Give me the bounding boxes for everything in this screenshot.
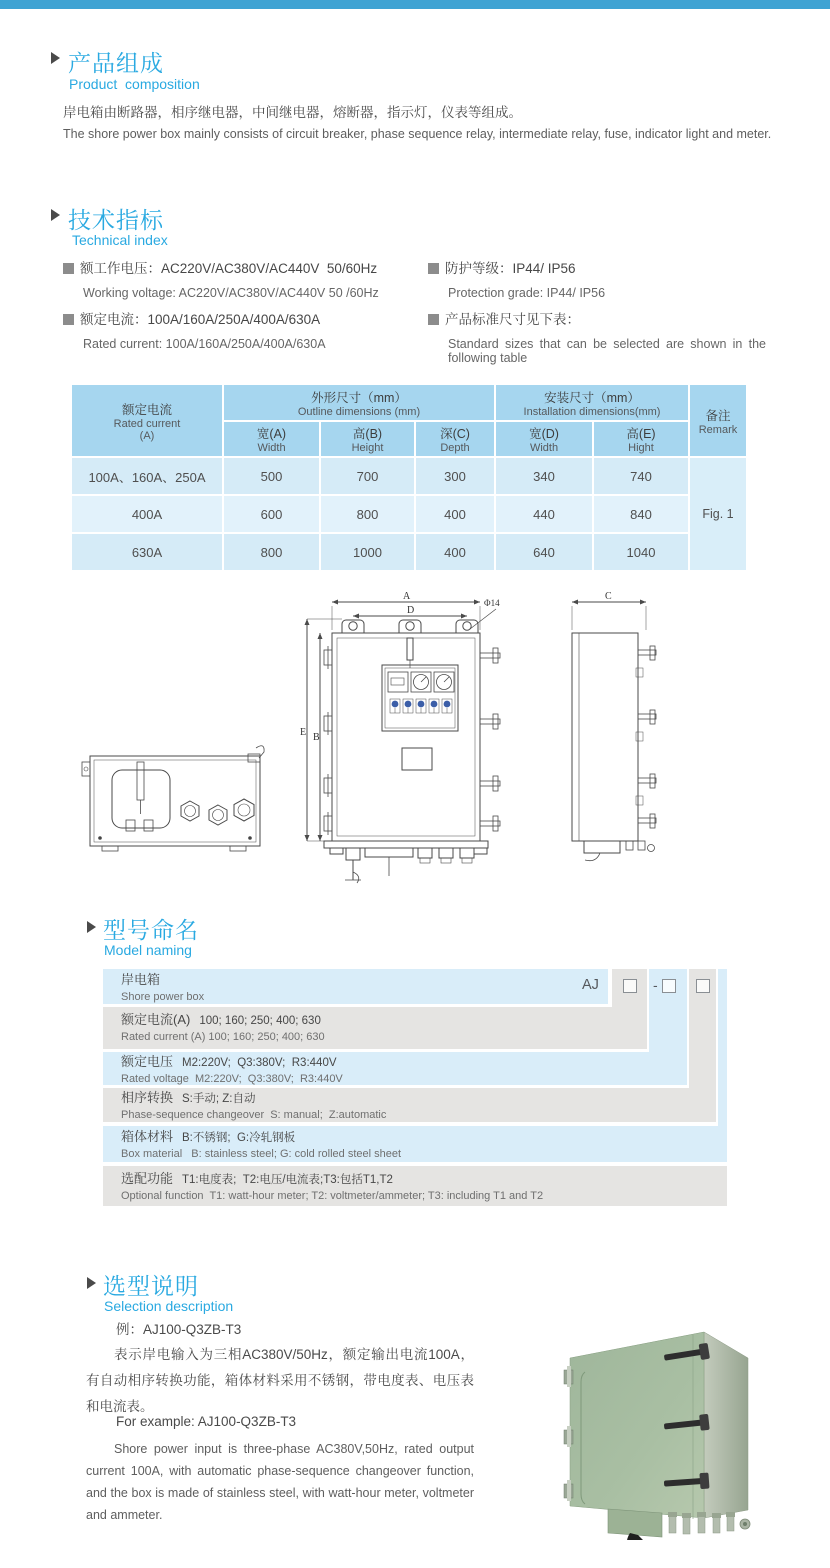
- naming-row: 选配功能 T1:电度表; T2:电压/电流表;T3:包括T1,T2 Optional function T1: watt-hour meter; T2: voltmeter/ammeter; T3: including T1 and T2: [121, 1171, 544, 1202]
- naming-row: 额定电流(A) 100; 160; 250; 400; 630 Rated current (A) 100; 160; 250; 400; 630: [121, 1012, 325, 1043]
- product-photo: [552, 1298, 804, 1540]
- table-row: 100A、160A、250A 500 700 300 340 740 Fig. 1: [71, 457, 747, 495]
- section-title-naming: 型号命名: [103, 917, 199, 943]
- header-remark: 备注 Remark: [689, 384, 747, 457]
- section-marker-icon: [87, 1277, 96, 1289]
- dim-label-dia: Φ14: [484, 598, 500, 608]
- header-outline-dims: 外形尺寸（mm） Outline dimensions (mm): [223, 384, 495, 421]
- selection-body-cn: 表示岸电输入为三相AC380V/50Hz，额定输出电流100A，有自动相序转换功能，箱体材料采用不锈钢，带电度表、电压表和电流表。: [86, 1347, 474, 1414]
- cabinet-bottom-box: [608, 1509, 662, 1537]
- section-marker-icon: [51, 52, 60, 64]
- section-subtitle-naming: Model naming: [104, 942, 192, 958]
- selection-example-en: For example: AJ100-Q3ZB-T3: [116, 1414, 297, 1429]
- dim-label-d: D: [407, 605, 415, 616]
- spec-item: 产品标准尺寸见下表： Standard sizes that can be selected are shown in the following table: [428, 308, 758, 365]
- header-rated-current: 额定电流 Rated current (A): [71, 384, 223, 457]
- naming-row: 额定电压 M2:220V; Q3:380V; R3:440V Rated voltage M2:220V; Q3:380V; R3:440V: [121, 1054, 343, 1085]
- side-fitting-hole: [743, 1522, 747, 1526]
- dim-label-b: B: [313, 732, 320, 743]
- dim-label-e: E: [300, 727, 307, 738]
- remark-cell: Fig. 1: [689, 457, 747, 571]
- header-install-dims: 安装尺寸（mm） Installation dimensions(mm): [495, 384, 689, 421]
- section-subtitle-technical: Technical index: [72, 232, 168, 248]
- spec-item: 额定电流：100A/160A/250A/400A/630A Rated current: 100A/160A/250A/400A/630A: [63, 308, 413, 351]
- dimension-table: [70, 383, 748, 572]
- selection-example-cn: 例：AJ100-Q3ZB-T3: [116, 1322, 242, 1337]
- square-bullet-icon: [428, 263, 439, 274]
- subheader-width-d: 宽(D) Width: [495, 421, 593, 457]
- selection-body-en: Shore power input is three-phase AC380V,50Hz, rated output current 100A, with automatic phase-sequence changeover function, and the box is made of stainless steel, with watt-hour meter, voltmeter and ammeter.: [86, 1442, 474, 1522]
- outline-drawing: [60, 588, 780, 888]
- front-view-drawing: [300, 591, 500, 883]
- model-naming-diagram: [103, 969, 729, 1209]
- top-accent-bar: [0, 0, 830, 9]
- composition-text-en: The shore power box mainly consists of circuit breaker, phase sequence relay, intermediate relay, fuse, indicator light and meter.: [63, 127, 772, 141]
- naming-row: 岸电箱 Shore power box: [121, 972, 205, 1003]
- section-title-composition: 产品组成: [68, 50, 164, 76]
- bottom-view-drawing: [82, 746, 264, 851]
- model-code-box: [696, 979, 710, 993]
- table-row: 630A 800 1000 400 640 1040: [71, 533, 747, 571]
- section-title-technical: 技术指标: [68, 207, 164, 233]
- model-code-prefix: AJ: [582, 977, 599, 993]
- side-view-drawing: [572, 591, 656, 861]
- dim-label-c: C: [605, 591, 612, 602]
- section-marker-icon: [51, 209, 60, 221]
- section-title-selection: 选型说明: [103, 1273, 199, 1299]
- composition-text-cn: 岸电箱由断路器，相序继电器，中间继电器，熔断器，指示灯，仪表等组成。: [63, 105, 522, 120]
- model-code-box: [662, 979, 676, 993]
- dim-label-a: A: [403, 591, 411, 602]
- section-subtitle-selection: Selection description: [104, 1298, 234, 1314]
- section-marker-icon: [87, 921, 96, 933]
- square-bullet-icon: [428, 314, 439, 325]
- subheader-height-e: 高(E) Hight: [593, 421, 689, 457]
- spec-item: 额工作电压：AC220V/AC380V/AC440V 50/60Hz Working voltage: AC220V/AC380V/AC440V 50 /60Hz: [63, 257, 413, 300]
- naming-row: 箱体材料 B:不锈钢; G:冷轧钢板 Box material B: stainless steel; G: cold rolled steel sheet: [121, 1129, 402, 1160]
- section-subtitle-composition: Product composition: [69, 76, 200, 92]
- model-code-box: [623, 979, 637, 993]
- table-row: 400A 600 800 400 440 840: [71, 495, 747, 533]
- square-bullet-icon: [63, 263, 74, 274]
- subheader-height-b: 高(B) Height: [320, 421, 415, 457]
- naming-row: 相序转换 S:手动; Z:自动 Phase-sequence changeover S: manual; Z:automatic: [121, 1090, 387, 1121]
- subheader-width-a: 宽(A) Width: [223, 421, 320, 457]
- model-code-dash: -: [653, 977, 658, 993]
- subheader-depth-c: 深(C) Depth: [415, 421, 495, 457]
- square-bullet-icon: [63, 314, 74, 325]
- spec-item: 防护等级：IP44/ IP56 Protection grade: IP44/ IP56: [428, 257, 758, 300]
- cabinet-side-face: [704, 1332, 748, 1518]
